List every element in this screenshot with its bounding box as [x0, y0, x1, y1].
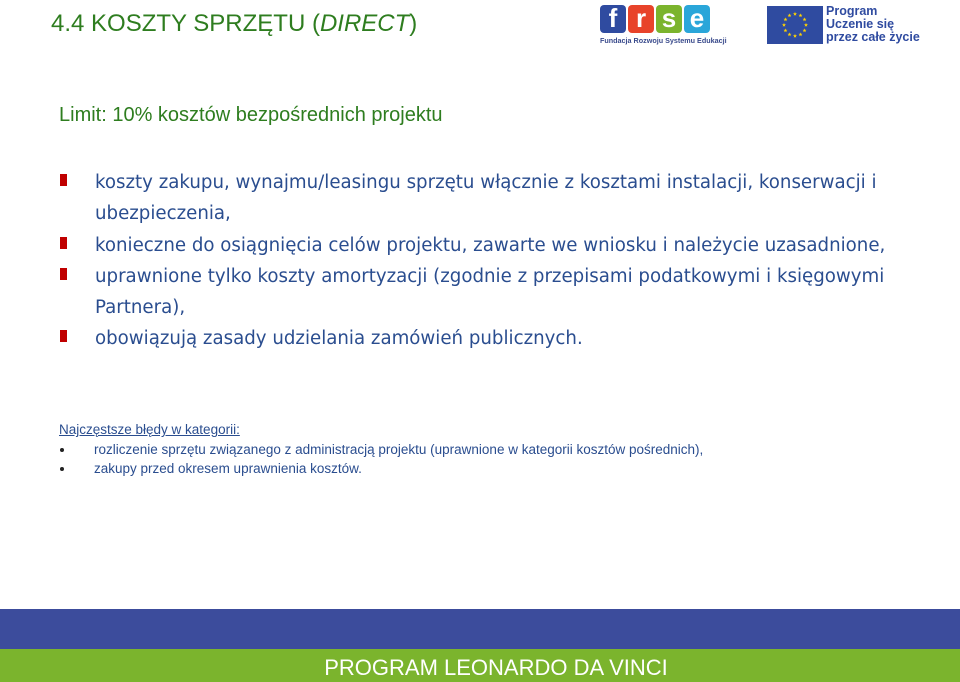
title-prefix: 4.4 KOSZTY SPRZĘTU (	[51, 10, 320, 37]
list-item	[58, 167, 938, 230]
bullet-square-icon	[60, 237, 67, 249]
bullet-text: uprawnione tylko koszty amortyzacji (zgodnie z przepisami podatkowymi i księgowymi Partnera),	[95, 265, 885, 319]
eu-program-line3: przez całe życie	[826, 30, 920, 44]
errors-list	[58, 440, 703, 478]
bullet-dot-icon	[60, 467, 64, 471]
eu-program-logo	[767, 6, 927, 46]
frse-letter-f: f	[600, 5, 626, 33]
footer-program-name: PROGRAM LEONARDO DA VINCI	[324, 655, 668, 680]
error-text: rozliczenie sprzętu związanego z administracją projektu (uprawnione w kategorii kosztów pośrednich),	[94, 442, 704, 457]
frse-logo-subtitle: Fundacja Rozwoju Systemu Edukacji	[600, 36, 727, 45]
eu-program-text	[826, 5, 920, 44]
bullet-text: obowiązują zasady udzielania zamówień publicznych.	[95, 328, 583, 350]
bullet-square-icon	[60, 268, 67, 280]
main-bullet-list	[58, 167, 938, 355]
bullet-text: koszty zakupu, wynajmu/leasingu sprzętu włącznie z kosztami instalacji, konserwacji i ubezpieczenia,	[95, 172, 877, 225]
title-suffix: )	[409, 10, 418, 37]
eu-program-line1: Program	[826, 4, 878, 18]
frse-letter-r: r	[628, 5, 654, 33]
list-item	[58, 323, 938, 354]
list-item	[58, 261, 938, 324]
bullet-square-icon	[60, 330, 67, 342]
list-item	[58, 459, 703, 478]
bullet-text: konieczne do osiągnięcia celów projektu, zawarte we wniosku i należycie uzasadnione,	[95, 234, 886, 256]
footer-band-bottom	[0, 649, 960, 682]
frse-logo	[600, 3, 727, 51]
frse-logo-letters	[600, 5, 720, 33]
eu-flag-icon	[767, 6, 823, 44]
errors-heading: Najczęstsze błędy w kategorii:	[59, 422, 240, 437]
list-item	[58, 230, 938, 261]
error-text: zakupy przed okresem uprawnienia kosztów.	[94, 461, 362, 476]
bullet-square-icon	[60, 174, 67, 186]
list-item	[58, 440, 703, 459]
frse-letter-s: s	[656, 5, 682, 33]
eu-program-line2: Uczenie się	[826, 17, 895, 31]
title-italic: DIRECT	[319, 10, 410, 37]
slide-title	[51, 10, 417, 38]
limit-text: Limit: 10% kosztów bezpośrednich projektu	[59, 104, 443, 126]
bullet-dot-icon	[60, 448, 64, 452]
frse-letter-e: e	[684, 5, 710, 33]
footer-band-top	[0, 609, 960, 649]
